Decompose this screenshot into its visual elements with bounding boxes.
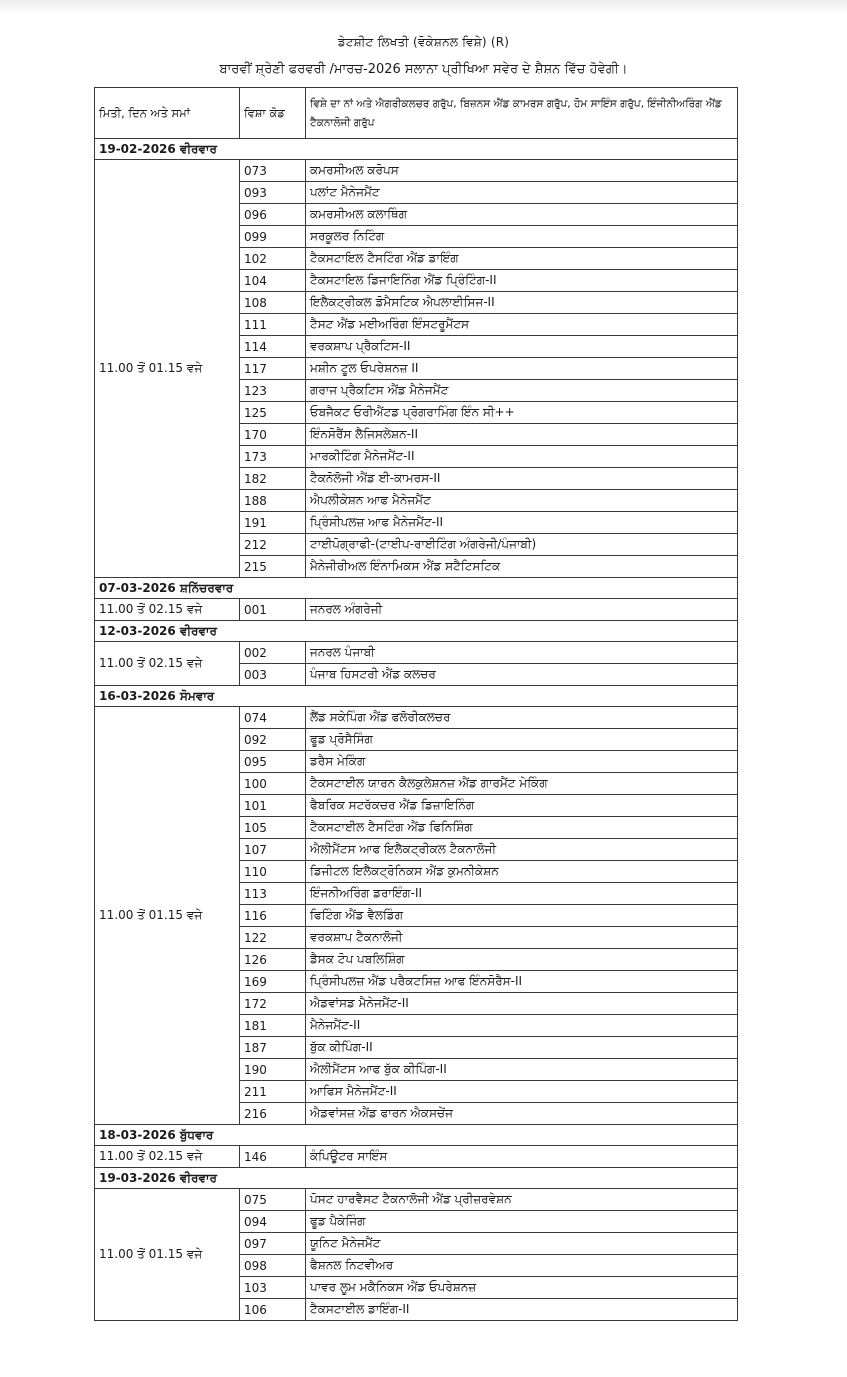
- subject-code: 098: [240, 1255, 306, 1277]
- subject-code: 099: [240, 226, 306, 248]
- subject-code: 104: [240, 270, 306, 292]
- subject-code: 097: [240, 1233, 306, 1255]
- header-subject-code: ਵਿਸ਼ਾ ਕੋਡ: [240, 88, 306, 139]
- subject-code: 215: [240, 556, 306, 578]
- subject-code: 114: [240, 336, 306, 358]
- subject-code: 211: [240, 1081, 306, 1103]
- subject-name: ਜਨਰਲ ਅੰਗਰੇਜੀ: [306, 599, 738, 621]
- subject-name: ਟੈਕਸਟਾਇਲ ਟੈਸਟਿੰਗ ਐਂਡ ਡਾਇੰਗ: [306, 248, 738, 270]
- subject-name: ਸਰਕੂਲਰ ਨਿਟਿੰਗ: [306, 226, 738, 248]
- table-row: [95, 599, 738, 621]
- subject-code: 093: [240, 182, 306, 204]
- subject-name: ਯੂਨਿਟ ਮੈਨੇਜਮੈਂਟ: [306, 1233, 738, 1255]
- subject-code: 108: [240, 292, 306, 314]
- subject-code: 169: [240, 971, 306, 993]
- subject-code: 170: [240, 424, 306, 446]
- subject-code: 123: [240, 380, 306, 402]
- subject-name: ਇੰਜਨੀਅਰਿੰਗ ਡਰਾਇੰਗ-II: [306, 883, 738, 905]
- subject-name: ਗਰਾਜ ਪ੍ਰੈਕਟਿਸ ਐਂਡ ਮੈਨੇਜਮੈਂਟ: [306, 380, 738, 402]
- exam-date: 19-02-2026 ਵੀਰਵਾਰ: [95, 139, 738, 160]
- subject-name: ਫਿਟਿੰਗ ਐਂਡ ਵੈਲਡਿੰਗ: [306, 905, 738, 927]
- subject-code: 173: [240, 446, 306, 468]
- subject-code: 096: [240, 204, 306, 226]
- subject-code: 092: [240, 729, 306, 751]
- subject-name: ਵਰਕਸ਼ਾਪ ਪ੍ਰੈਕਟਿਸ-II: [306, 336, 738, 358]
- subject-name: ਆਫਿਸ ਮੈਨੇਜਮੈਂਟ-II: [306, 1081, 738, 1103]
- subject-name: ਲੈਂਡ ਸਕੇਪਿੰਗ ਐਂਡ ਫਲੋਰੀਕਲਚਰ: [306, 707, 738, 729]
- subject-code: 003: [240, 664, 306, 686]
- table-header-row: [95, 88, 738, 139]
- subject-code: 122: [240, 927, 306, 949]
- subject-name: ਪਲਾਂਟ ਮੈਨੇਜਮੈਂਟ: [306, 182, 738, 204]
- exam-date: 16-03-2026 ਸੋਮਵਾਰ: [95, 686, 738, 707]
- subject-code: 126: [240, 949, 306, 971]
- subject-name: ਕਮਰਸੀਅਲ ਕਲਾਥਿੰਗ: [306, 204, 738, 226]
- subject-name: ਮਾਰਕੀਟਿੰਗ ਮੈਨੇਜਮੈਂਟ-II: [306, 446, 738, 468]
- subject-code: 002: [240, 642, 306, 664]
- subject-code: 190: [240, 1059, 306, 1081]
- subject-code: 103: [240, 1277, 306, 1299]
- subject-code: 001: [240, 599, 306, 621]
- exam-time: 11.00 ਤੋਂ 01.15 ਵਜੇ: [95, 707, 240, 1125]
- subject-code: 075: [240, 1189, 306, 1211]
- subject-name: ਡਰੈਸ ਮੇਕਿੰਗ: [306, 751, 738, 773]
- subject-name: ਪਾਵਰ ਲੂਮ ਮਕੈਨਿਕਸ ਐਂਡ ਓਪਰੇਸ਼ਨਜ਼: [306, 1277, 738, 1299]
- subject-code: 113: [240, 883, 306, 905]
- table-row: [95, 1189, 738, 1211]
- exam-date: 18-03-2026 ਬੁੱਧਵਾਰ: [95, 1125, 738, 1146]
- exam-time: 11.00 ਤੋਂ 01.15 ਵਜੇ: [95, 160, 240, 578]
- exam-date: 12-03-2026 ਵੀਰਵਾਰ: [95, 621, 738, 642]
- document-title: ਡੇਟਸ਼ੀਟ ਲਿਖਤੀ (ਵੋਕੇਸ਼ਨਲ ਵਿਸ਼ੇ) (R): [337, 35, 510, 49]
- document-subtitle: ਬਾਰਵੀਂ ਸ਼੍ਰੇਣੀ ਫਰਵਰੀ /ਮਾਰਚ-2026 ਸਲਾਨਾ ਪ੍ਰੀਖਿਆ ਸਵੇਰ ਦੇ ਸ਼ੈਸ਼ਨ ਵਿੱਚ ਹੋਵੇਗੀ।: [219, 62, 628, 77]
- subject-name: ਕਮਰਸੀਅਲ ਕਰੋਪਸ: [306, 160, 738, 182]
- subject-code: 116: [240, 905, 306, 927]
- datesheet-body: [95, 88, 738, 1321]
- subject-name: ਟੈਕਸਟਾਇਲ ਡਿਜਾਇਨਿੰਗ ਐਂਡ ਪ੍ਰਿੰਟਿੰਗ-II: [306, 270, 738, 292]
- subject-code: 107: [240, 839, 306, 861]
- table-row: [95, 160, 738, 182]
- subject-name: ਇੰਨਸੋਰੈਂਸ ਲੈਜਿਸਲੇਸ਼ਨ-II: [306, 424, 738, 446]
- date-row: [95, 686, 738, 707]
- subject-name: ਇਲੈਕਟ੍ਰੀਕਲ ਡੋਮੈਸਟਿਕ ਐਪਲਾਈਸਿਜ-II: [306, 292, 738, 314]
- subject-name: ਪ੍ਰਿੰਸੀਪਲਜ਼ ਆਫ ਮੈਨੇਜਮੈਂਟ-II: [306, 512, 738, 534]
- subject-name: ਐਪਲੀਕੇਸ਼ਨ ਆਫ ਮੈਨੇਜਮੈਂਟ: [306, 490, 738, 512]
- date-row: [95, 621, 738, 642]
- subject-code: 111: [240, 314, 306, 336]
- subject-code: 146: [240, 1146, 306, 1168]
- subject-code: 117: [240, 358, 306, 380]
- subject-code: 181: [240, 1015, 306, 1037]
- subject-code: 094: [240, 1211, 306, 1233]
- date-row: [95, 139, 738, 160]
- subject-name: ਓਬਜੈਕਟ ਓਰੀਐਂਟਡ ਪ੍ਰੋਗਰਾਮਿੰਗ ਇੰਨ ਸੀ++: [306, 402, 738, 424]
- subject-name: ਟੈਕਸਟਾਈਲ ਡਾਇੰਗ-II: [306, 1299, 738, 1321]
- subject-code: 101: [240, 795, 306, 817]
- subject-code: 095: [240, 751, 306, 773]
- subject-name: ਟੈਸਟ ਐਂਡ ਮਈਅਰਿੰਗ ਇੰਸਟਰੂਮੈਂਟਸ: [306, 314, 738, 336]
- subject-name: ਵਰਕਸ਼ਾਪ ਟੈਕਨਾਲੋਜੀ: [306, 927, 738, 949]
- date-row: [95, 1168, 738, 1189]
- exam-time: 11.00 ਤੋਂ 02.15 ਵਜੇ: [95, 1146, 240, 1168]
- subject-name: ਡਿਜੀਟਲ ਇਲੈਕਟ੍ਰੋਨਿਕਸ ਐਂਡ ਕੁਮਨੀਕੇਸ਼ਨ: [306, 861, 738, 883]
- subject-name: ਡੈਸਕ ਟੋਪ ਪਬਲਿਸ਼ਿੰਗ: [306, 949, 738, 971]
- subject-name: ਬੁੱਕ ਕੀਪਿੰਗ-II: [306, 1037, 738, 1059]
- subject-code: 106: [240, 1299, 306, 1321]
- subject-code: 187: [240, 1037, 306, 1059]
- subject-name: ਮਸ਼ੀਨ ਟੂਲ ਓਪਰੇਸ਼ਨਜ਼ II: [306, 358, 738, 380]
- datesheet-table: [94, 87, 738, 1321]
- table-row: [95, 642, 738, 664]
- subject-name: ਐਡਵਾਂਸਡ ਮੈਨੇਜਮੈਂਟ-II: [306, 993, 738, 1015]
- subject-name: ਟੈਕਨੋਲੋਜੀ ਐਂਡ ਈ-ਕਾਮਰਸ-II: [306, 468, 738, 490]
- subject-name: ਪ੍ਰਿੰਸੀਪਲਜ਼ ਐਂਡ ਪਰੈਕਟਸਿਜ਼ ਆਫ ਇੰਨਸੋਰੈਸ-II: [306, 971, 738, 993]
- header-date-time: ਮਿਤੀ, ਦਿਨ ਅਤੇ ਸਮਾਂ: [95, 88, 240, 139]
- scan-shadow: [0, 0, 847, 14]
- subject-code: 172: [240, 993, 306, 1015]
- subject-name: ਜਨਰਲ ਪੰਜਾਬੀ: [306, 642, 738, 664]
- subject-code: 212: [240, 534, 306, 556]
- date-row: [95, 1125, 738, 1146]
- subject-name: ਮੈਨੇਜੀਰੀਅਲ ਇੰਨਾਮਿਕਸ ਐਂਡ ਸਟੈਟਿਸਟਿਕ: [306, 556, 738, 578]
- subject-code: 073: [240, 160, 306, 182]
- subject-code: 102: [240, 248, 306, 270]
- exam-time: 11.00 ਤੋਂ 02.15 ਵਜੇ: [95, 642, 240, 686]
- subject-name: ਟੈਕਸਟਾਈਲ ਟੈਸਟਿੰਗ ਐਂਡ ਫਿਨਿਸ਼ਿੰਗ: [306, 817, 738, 839]
- date-row: [95, 578, 738, 599]
- exam-date: 07-03-2026 ਸ਼ਨਿੱਚਰਵਾਰ: [95, 578, 738, 599]
- table-row: [95, 1146, 738, 1168]
- subject-code: 125: [240, 402, 306, 424]
- exam-date: 19-03-2026 ਵੀਰਵਾਰ: [95, 1168, 738, 1189]
- subject-code: 216: [240, 1103, 306, 1125]
- subject-name: ਫੈਸ਼ਨਲ ਨਿਟਵੀਅਰ: [306, 1255, 738, 1277]
- subject-name: ਫੈਬਰਿਕ ਸਟਰੱਕਚਰ ਐਂਡ ਡਿਜ਼ਾਇਨਿੰਗ: [306, 795, 738, 817]
- subject-code: 105: [240, 817, 306, 839]
- subject-name: ਫੂਡ ਪੈਕੇਜਿੰਗ: [306, 1211, 738, 1233]
- subject-name: ਐਡਵਾਂਸਜ਼ ਐਂਡ ਫਾਰਨ ਐਕਸਚੇਂਜ: [306, 1103, 738, 1125]
- subject-code: 188: [240, 490, 306, 512]
- table-row: [95, 707, 738, 729]
- subject-code: 182: [240, 468, 306, 490]
- subject-name: ਮੈਨੇਜਮੈਂਟ-II: [306, 1015, 738, 1037]
- subject-code: 074: [240, 707, 306, 729]
- header-subject-name: ਵਿਸ਼ੇ ਦਾ ਨਾਂ ਅਤੇ ਐਗਰੀਕਲਚਰ ਗਰੁੱਪ, ਬਿਜ਼ਨਸ ਐਂਡ ਕਾਮਰਸ ਗਰੁੱਪ, ਹੋਮ ਸਾਇੰਸ ਗਰੁੱਪ, ਇੰਜੀਨੀਅਰਿੰਗ ਐਂਡ ਟੈਕਨਾਲੋਜੀ ਗਰੁੱਪ: [306, 88, 738, 139]
- subject-name: ਫੂਡ ਪ੍ਰੋਸੈਸਿੰਗ: [306, 729, 738, 751]
- subject-code: 110: [240, 861, 306, 883]
- subject-name: ਟੈਕਸਟਾਈਲ ਯਾਰਨ ਕੈਲਕੁਲੇਸ਼ਨਜ਼ ਐਂਡ ਗਾਰਮੈਂਟ ਮੇਕਿੰਗ: [306, 773, 738, 795]
- subject-name: ਪੋਸਟ ਹਾਰਵੈਸਟ ਟੈਕਨਾਲੋਜੀ ਐਂਡ ਪ੍ਰੀਜ਼ਰਵੇਸ਼ਨ: [306, 1189, 738, 1211]
- exam-time: 11.00 ਤੋਂ 01.15 ਵਜੇ: [95, 1189, 240, 1321]
- exam-time: 11.00 ਤੋਂ 02.15 ਵਜੇ: [95, 599, 240, 621]
- subject-name: ਟਾਈਪੋਗ੍ਰਾਫੀ-(ਟਾਈਪ-ਰਾਈਟਿੰਗ ਅੰਗਰੇਜੀ/ਪੰਜਾਬੀ): [306, 534, 738, 556]
- subject-name: ਐਲੀਮੈਂਟਸ ਆਫ ਇਲੈਕਟ੍ਰੀਕਲ ਟੈਕਨਾਲੋਜੀ: [306, 839, 738, 861]
- subject-name: ਐਲੀਮੈਂਟਸ ਆਫ ਬੁੱਕ ਕੀਪਿੰਗ-II: [306, 1059, 738, 1081]
- subject-name: ਪੰਜਾਬ ਹਿਸਟਰੀ ਐਂਡ ਕਲਚਰ: [306, 664, 738, 686]
- subject-code: 100: [240, 773, 306, 795]
- subject-name: ਕੰਪਿਊਟਰ ਸਾਇੰਸ: [306, 1146, 738, 1168]
- subject-code: 191: [240, 512, 306, 534]
